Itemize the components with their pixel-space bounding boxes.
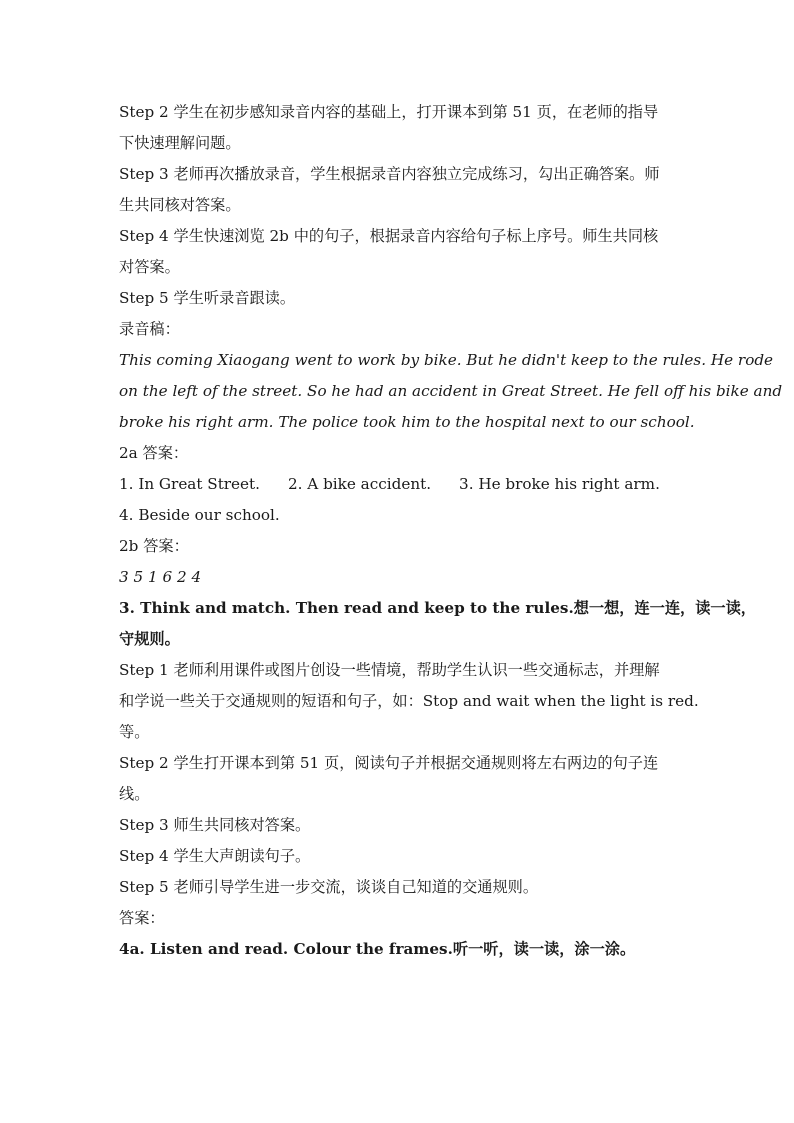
step-5-line: Step 5 学生听录音跟读。 [119, 289, 296, 307]
s3-step-1-line-2: 和学说一些关于交通规则的短语和句子，如：Stop and wait when the light is red. [119, 692, 699, 710]
step-2-line-1: Step 2 学生在初步感知录音内容的基础上，打开课本到第 51 页，在老师的指导 [119, 103, 659, 121]
answer-2a-line-1 [119, 469, 679, 500]
transcript-line-3: broke his right arm. The police took him to the hospital next to our school. [119, 413, 695, 431]
s3-step-2-line-2: 线。 [119, 785, 150, 803]
section-4a-heading: 4a. Listen and read. Colour the frames.听一听，读一读，涂一涂。 [119, 940, 636, 958]
s3-step-3-line: Step 3 师生共同核对答案。 [119, 816, 311, 834]
section-3-heading-line-1: 3. Think and match. Then read and keep to the rules.想一想，连一连，读一读， [119, 599, 756, 617]
s3-step-2-line-1: Step 2 学生打开课本到第 51 页，阅读句子并根据交通规则将左右两边的句子连 [119, 754, 659, 772]
s3-step-1-line-1: Step 1 老师利用课件或图片创设一些情境，帮助学生认识一些交通标志，并理解 [119, 661, 660, 679]
answer-2a-item-1: 1. In Great Street. [119, 475, 260, 493]
document-body [119, 97, 783, 965]
transcript-line-2: on the left of the street. So he had an accident in Great Street. He fell off his bike and [119, 382, 783, 400]
step-2-line-2: 下快速理解问题。 [119, 134, 241, 152]
answer-2a-heading: 2a 答案： [119, 444, 189, 462]
step-4-line-2: 对答案。 [119, 258, 180, 276]
s3-step-1-line-3: 等。 [119, 723, 150, 741]
answer-2a-line-2: 4. Beside our school. [119, 506, 280, 524]
transcript-line-1: This coming Xiaogang went to work by bike. But he didn't keep to the rules. He rode [119, 351, 774, 369]
section-3-heading-line-2: 守规则。 [119, 630, 180, 648]
answer-2a-item-2: 2. A bike accident. [287, 475, 432, 493]
transcript-heading: 录音稿： [119, 320, 180, 338]
step-3-line-1: Step 3 老师再次播放录音，学生根据录音内容独立完成练习，勾出正确答案。师 [119, 165, 660, 183]
answer-2b-sequence: 3 5 1 6 2 4 [119, 568, 202, 586]
s3-step-4-line: Step 4 学生大声朗读句子。 [119, 847, 311, 865]
s3-answer-heading: 答案： [119, 909, 165, 927]
step-4-line-1: Step 4 学生快速浏览 2b 中的句子，根据录音内容给句子标上序号。师生共同核 [119, 227, 659, 245]
s3-step-5-line: Step 5 老师引导学生进一步交流，谈谈自己知道的交通规则。 [119, 878, 539, 896]
answer-2a-item-3: 3. He broke his right arm. [459, 475, 660, 493]
answer-2b-heading: 2b 答案： [119, 537, 189, 555]
step-3-line-2: 生共同核对答案。 [119, 196, 241, 214]
